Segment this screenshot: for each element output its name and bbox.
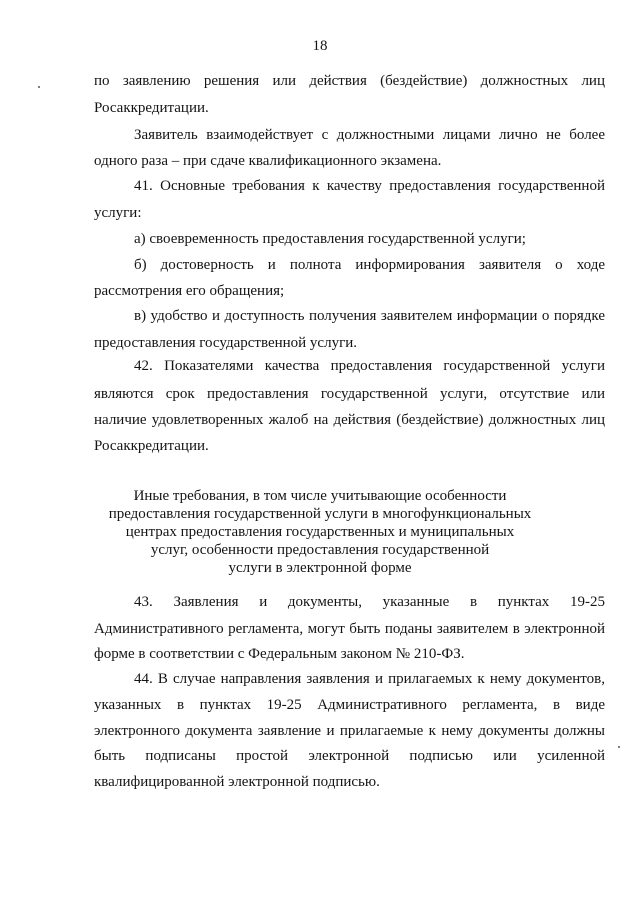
text-line: б) достоверность и полнота информирования заявителя о ходе — [134, 257, 605, 273]
text-line: услуги: — [94, 205, 142, 221]
text-line: Росаккредитации. — [94, 100, 209, 116]
text-line: форме в соответствии с Федеральным законом № 210-ФЗ. — [94, 646, 465, 662]
text-line: рассмотрения его обращения; — [94, 283, 285, 299]
section-heading-line: услуги в электронной форме — [228, 560, 412, 576]
text-line: Заявитель взаимодействует с должностными лицами лично не более — [134, 127, 605, 143]
text-line: являются срок предоставления государственной услуги, отсутствие или — [94, 386, 605, 402]
text-line: предоставления государственной услуги. — [94, 335, 358, 351]
text-line: Росаккредитации. — [94, 438, 209, 454]
text-line: 42. Показателями качества предоставления государственной услуги — [134, 358, 605, 374]
text-line: наличие удовлетворенных жалоб на действия (бездействие) должностных лиц — [94, 412, 605, 428]
text-line: 44. В случае направления заявления и прилагаемых к нему документов, — [134, 671, 605, 687]
text-line: указанных в пунктах 19-25 Административного регламента, в виде — [94, 697, 605, 713]
text-line: Административного регламента, могут быть поданы заявителем в электронной — [94, 621, 605, 637]
text-line: одного раза – при сдаче квалификационного экзамена. — [94, 153, 442, 169]
section-heading-line: предоставления государственной услуги в многофункциональных — [108, 506, 532, 522]
text-line: в) удобство и доступность получения заявителем информации о порядке — [134, 308, 605, 324]
scan-speck — [38, 86, 40, 88]
text-line: а) своевременность предоставления государственной услуги; — [134, 231, 526, 247]
section-heading-line: услуг, особенности предоставления государственной — [150, 542, 490, 558]
text-line: быть подписаны простой электронной подписью или усиленной — [94, 748, 605, 764]
text-line: 41. Основные требования к качеству предоставления государственной — [134, 178, 605, 194]
scan-speck — [618, 746, 620, 748]
section-heading-line: центрах предоставления государственных и муниципальных — [125, 524, 515, 540]
section-heading-line: Иные требования, в том числе учитывающие особенности — [133, 488, 507, 504]
text-line: квалифицированной электронной подписью. — [94, 774, 380, 790]
text-line: 43. Заявления и документы, указанные в пунктах 19-25 — [134, 594, 605, 610]
text-line: по заявлению решения или действия (бездействие) должностных лиц — [94, 73, 605, 89]
text-line: электронного документа заявление и прилагаемые к нему документы должны — [94, 723, 605, 739]
page-number: 18 — [312, 38, 328, 54]
